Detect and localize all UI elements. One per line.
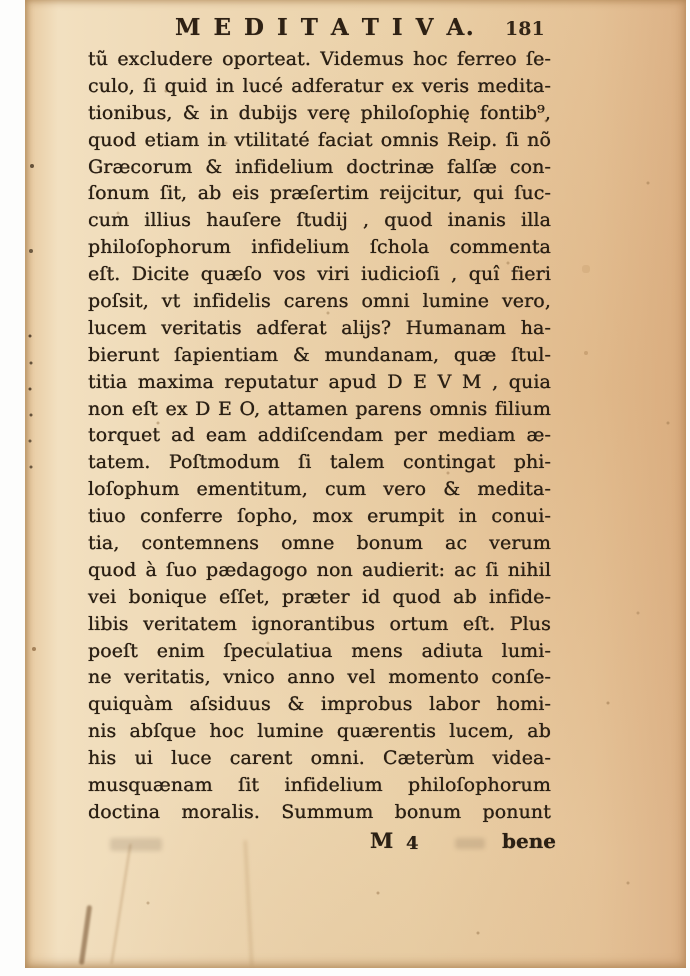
text-line: quiquàm aſsiduus & improbus labor homi-	[88, 693, 551, 716]
paper-crease	[110, 844, 131, 965]
text-line: eſt. Dicite quæſo vos viri iudicioſi , quî fieri	[88, 263, 551, 286]
paper-crease	[244, 840, 254, 966]
text-line: nis abſque hoc lumine quærentis lucem, ab	[88, 720, 551, 743]
text-line: torquet ad eam addiſcendam per mediam æ-	[88, 424, 551, 447]
text-line: vei bonique eſſet, præter id quod ab infide-	[88, 585, 551, 608]
text-line: doctina moralis. Summum bonum ponunt	[88, 800, 551, 823]
ink-showthrough-smudge	[110, 838, 162, 851]
text-line: Græcorum & infidelium doctrinæ falſæ con-	[88, 155, 551, 178]
ink-showthrough-smudge	[455, 838, 485, 849]
text-line: non eſt ex D E O, attamen parens omnis filium	[88, 397, 551, 420]
text-line: cum illius hauſere ſtudij , quod inanis illa	[88, 209, 551, 232]
text-line: poeſt enim ſpeculatiua mens adiuta lumi-	[88, 639, 551, 662]
running-header-title: M E D I T A T I V A.	[175, 14, 476, 41]
paper-specks	[25, 0, 27, 2]
text-line: tiuo conferre ſopho, mox erumpit in conui-	[88, 505, 551, 528]
book-page	[25, 0, 686, 968]
text-line: ſonum ſit, ab eis præſertim reijcitur, qui ſuc-	[88, 182, 551, 205]
catchword: bene	[502, 829, 556, 853]
text-line: tatem. Poſtmodum ſi talem contingat phi-	[88, 451, 551, 474]
text-line: tia, contemnens omne bonum ac verum	[88, 532, 551, 555]
text-line: lucem veritatis adferat alijs? Humanam ha-	[88, 316, 551, 339]
signature-mark-number: 4	[406, 833, 419, 854]
binding-fold-shadow	[79, 905, 92, 965]
text-line: philoſophorum infidelium ſchola commenta	[88, 236, 551, 259]
body-text-block	[88, 46, 551, 826]
text-line: tũ excludere oporteat. Videmus hoc ferreo ſe-	[88, 48, 551, 70]
text-line: bierunt ſapientiam & mundanam, quæ ſtul-	[88, 343, 551, 366]
text-line: culo, ſi quid in lucé adferatur ex veris medita-	[88, 74, 551, 97]
text-line: libis veritatem ignorantibus ortum eſt. Plus	[88, 612, 551, 635]
text-line: quod etiam in vtilitaté faciat omnis Reip. ſi nõ	[88, 128, 551, 151]
text-line: poſsit, vt infidelis carens omni lumine vero,	[88, 290, 551, 313]
text-line: titia maxima reputatur apud D E V M , quia	[88, 370, 551, 393]
text-line: tionibus, & in dubijs verę philoſophię fontib⁹,	[88, 101, 551, 124]
text-line: musquænam ſit infidelium philoſophorum	[88, 774, 551, 797]
text-line: his ui luce carent omni. Cæterùm videa-	[88, 747, 551, 770]
text-line: quod à ſuo pædagogo non audierit: ac ſi nihil	[88, 558, 551, 581]
page-number: 181	[505, 18, 545, 40]
text-line: ne veritatis, vnico anno vel momento conſe-	[88, 666, 551, 689]
signature-mark-letter: M	[370, 828, 394, 853]
text-line: loſophum ementitum, cum vero & medita-	[88, 478, 551, 501]
running-header	[25, 0, 686, 46]
